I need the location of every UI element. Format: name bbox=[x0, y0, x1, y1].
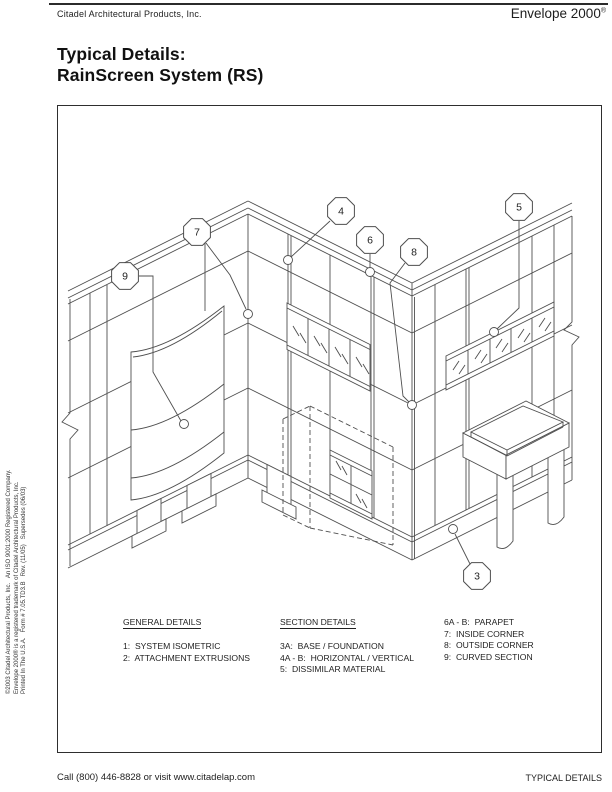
legend-item: 8: OUTSIDE CORNER bbox=[444, 640, 534, 651]
balloon-number: 5 bbox=[516, 201, 522, 214]
callout-balloon-4 bbox=[328, 198, 355, 225]
legend-column-section bbox=[280, 617, 414, 676]
legend-item: 1: SYSTEM ISOMETRIC bbox=[123, 641, 221, 651]
attachment-circle bbox=[284, 256, 293, 265]
sidebar-copyright bbox=[6, 382, 29, 694]
attachment-circle bbox=[408, 401, 417, 410]
legend-item: 3A: BASE / FOUNDATION bbox=[280, 641, 384, 651]
callout-balloon-3 bbox=[464, 563, 491, 590]
footer-contact: Call (800) 446-8828 or visit www.citadelap.com bbox=[57, 772, 256, 783]
attachment-circle bbox=[366, 268, 375, 277]
legend-item: 9: CURVED SECTION bbox=[444, 651, 533, 662]
form-number-line: Printed In The U.S.A. Form # 7.05.TD3.B Rev. (11/05) Supersedes (06/03) bbox=[21, 486, 28, 694]
attachment-circle bbox=[180, 420, 189, 429]
footer-doc-type: TYPICAL DETAILS bbox=[525, 773, 602, 783]
legend-items bbox=[444, 617, 534, 663]
balloon-number: 8 bbox=[411, 246, 417, 259]
attachment-circle bbox=[490, 328, 499, 337]
legend-column-general bbox=[123, 617, 250, 664]
window-band-mid bbox=[287, 303, 370, 391]
legend-item: 5: DISSIMILAR MATERIAL bbox=[280, 664, 386, 675]
registered-mark: ® bbox=[600, 7, 606, 15]
legend-heading: GENERAL DETAILS bbox=[123, 617, 202, 627]
legend-item: 7: INSIDE CORNER bbox=[444, 628, 525, 639]
callout-balloon-6 bbox=[357, 227, 384, 254]
page-title-line1: Typical Details: bbox=[57, 44, 186, 64]
balloon-number: 4 bbox=[338, 205, 344, 218]
curved-panel-body bbox=[131, 306, 224, 500]
legend-heading: SECTION DETAILS bbox=[280, 617, 356, 627]
copyright-line: ©2003 Citadel Architectural Products, Inc. An ISO 9001:2000 Registered Company. bbox=[6, 469, 12, 694]
curved-section bbox=[131, 306, 224, 500]
legend-item: 2: ATTACHMENT EXTRUSIONS bbox=[123, 652, 251, 663]
brand-text: Envelope 2000 bbox=[510, 6, 601, 21]
legend-items bbox=[123, 641, 250, 664]
legend-item: 4A - B: HORIZONTAL / VERTICAL bbox=[280, 652, 415, 663]
callout-balloon-7 bbox=[184, 219, 211, 246]
legend-items bbox=[280, 641, 414, 676]
parapet-coping bbox=[68, 201, 572, 304]
legend-item: 6A - B: PARAPET bbox=[444, 617, 515, 627]
balloon-number: 7 bbox=[194, 226, 200, 239]
callout-balloon-5 bbox=[506, 194, 533, 221]
attachment-circle bbox=[244, 310, 253, 319]
page-title-line2: RainScreen System (RS) bbox=[57, 65, 264, 85]
trademark-line: Envelope 2000® is a registered trademark of Citadel Architectural Products, Inc. bbox=[13, 481, 20, 694]
balloon-number: 6 bbox=[367, 234, 373, 247]
legend-column-numbers bbox=[444, 617, 534, 663]
callout-balloon-8 bbox=[401, 239, 428, 266]
balloon-number: 9 bbox=[122, 270, 128, 283]
balloon-number: 3 bbox=[474, 570, 480, 583]
attachment-circle bbox=[449, 525, 458, 534]
callout-balloon-9 bbox=[112, 263, 139, 290]
company-name: Citadel Architectural Products, Inc. bbox=[57, 9, 202, 19]
